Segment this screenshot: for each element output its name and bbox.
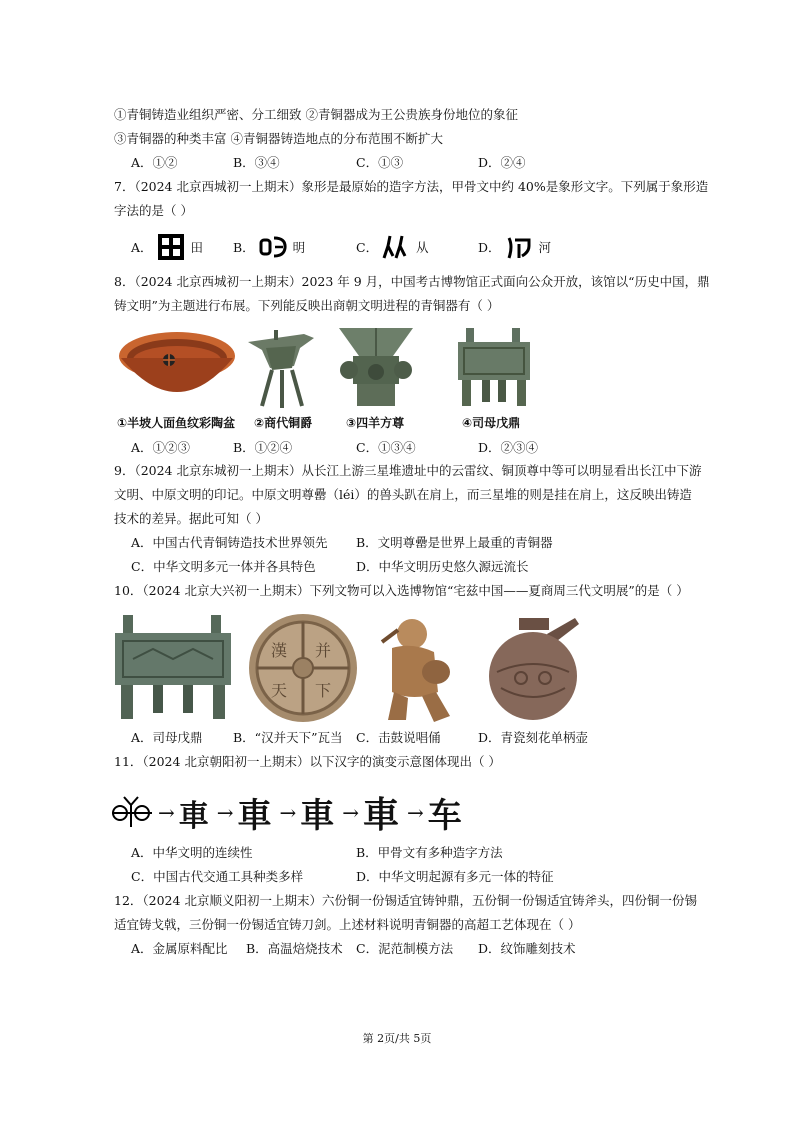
q9-option-a[interactable]: A．中国古代青铜铸造技术世界领先 [131, 535, 328, 550]
celadon-ewer-image [487, 612, 583, 724]
q9-stem-1: 9．（2024 北京东城初一上期末）从长江上游三星堆遗址中的云雷纹、铜顶尊中等可以明显看出长江中下游 [114, 463, 702, 478]
q11-option-a[interactable]: A．中华文明的连续性 [131, 845, 253, 860]
q12-stem-2: 适宜铸戈戟，三份铜一份锡适宜铸刀剑。上述材料说明青铜器的高超工艺体现在（ ） [114, 917, 581, 932]
q7-option-c-letter: C． [356, 240, 379, 255]
q8-caption-2: ②商代铜爵 [254, 416, 313, 430]
bronze-jue-image [242, 326, 320, 410]
svg-text:漢: 漢 [271, 641, 288, 660]
oracle-cong-glyph [382, 234, 412, 260]
q11-option-d[interactable]: D．中华文明起源有多元一体的特征 [356, 869, 554, 884]
arrow-icon: → [279, 800, 297, 825]
che-simplified-glyph: 车 [427, 796, 462, 836]
q12-option-d[interactable]: D．纹饰雕刻技术 [478, 941, 576, 956]
q8-stem-2: 铸文明”为主题进行布展。下列能反映出商朝文明进程的青铜器有（ ） [114, 298, 500, 313]
svg-text:天: 天 [271, 681, 288, 700]
q7-option-a-letter: A． [131, 240, 153, 255]
han-wadang-tile-image [247, 612, 359, 724]
arrow-icon: → [157, 800, 175, 825]
q7-option-b-letter: B． [233, 240, 255, 255]
q7-stem-1: 7．（2024 北京西城初一上期末）象形是最原始的造字方法，甲骨文中约 40%是象形文字。下列属于象形造 [114, 179, 709, 194]
che-seal-glyph: 車 [237, 796, 272, 836]
q8-option-d[interactable]: D．②③④ [478, 440, 539, 455]
che-clerical-glyph: 車 [300, 796, 335, 836]
q7-option-c[interactable] [356, 234, 429, 260]
q6-option-a[interactable]: A．①② [131, 155, 178, 170]
q8-stem-1: 8．（2024 北京西城初一上期末）2023 年 9 月，中国考古博物馆正式面向公众开放，该馆以“历史中国，鼎 [114, 274, 710, 289]
q9-stem-2: 文明、中原文明的印记。中原文明尊罍（léi）的兽头趴在肩上，而三星堆的则是挂在肩上，这反映出铸造 [114, 487, 692, 502]
oracle-tian-glyph [157, 234, 187, 260]
q7-stem-2: 字法的是（ ） [114, 203, 193, 218]
q9-stem-3: 技术的差异。据此可知（ ） [114, 511, 268, 526]
q10-option-d[interactable]: D．青瓷刻花单柄壶 [478, 730, 589, 745]
q12-option-b[interactable]: B．高温焙烧技术 [246, 941, 343, 956]
q7-option-a-char: 田 [190, 240, 204, 255]
q6-option-b[interactable]: B．③④ [233, 155, 280, 170]
q12-option-c[interactable]: C．泥范制模方法 [356, 941, 454, 956]
q8-caption-3: ③四羊方尊 [346, 416, 405, 430]
q6-statement-1: ①青铜铸造业组织严密、分工细致 ②青铜器成为王公贵族身份地位的象征 [114, 107, 518, 122]
q11-stem: 11．（2024 北京朝阳初一上期末）以下汉字的演变示意图体现出（ ） [114, 754, 501, 769]
simuwu-ding-image [452, 326, 536, 410]
q6-statement-2: ③青铜器的种类丰富 ④青铜器铸造地点的分布范围不断扩大 [114, 131, 443, 146]
che-evolution-diagram [110, 787, 480, 836]
q8-caption-4: ④司母戊鼎 [462, 416, 521, 430]
painted-pottery-basin-image [117, 326, 237, 410]
svg-text:并: 并 [315, 641, 332, 660]
page-footer: 第 2页/共 5页 [362, 1032, 432, 1045]
q10-option-b[interactable]: B．“汉并天下”瓦当 [233, 730, 343, 745]
q7-option-d-char: 河 [538, 240, 552, 255]
simuwu-ding-photo [113, 613, 233, 721]
oracle-ming-glyph [259, 234, 289, 260]
arrow-icon: → [216, 800, 234, 825]
q7-option-d-letter: D． [478, 240, 501, 255]
q7-option-c-char: 从 [416, 240, 429, 255]
q6-option-d[interactable]: D．②④ [478, 155, 526, 170]
drum-storyteller-figurine-image [378, 612, 464, 724]
q6-option-c[interactable]: C．①③ [356, 155, 404, 170]
q11-option-c[interactable]: C．中国古代交通工具种类多样 [131, 869, 304, 884]
q8-option-c[interactable]: C．①③④ [356, 440, 416, 455]
q7-option-a[interactable] [131, 234, 203, 260]
q7-option-b-char: 明 [292, 240, 306, 255]
oracle-che-glyph [110, 793, 154, 833]
q8-option-b[interactable]: B．①②④ [233, 440, 293, 455]
arrow-icon: → [342, 800, 359, 825]
q9-option-d[interactable]: D．中华文明历史悠久源远流长 [356, 559, 529, 574]
q11-option-b[interactable]: B．甲骨文有多种造字方法 [356, 845, 503, 860]
four-ram-square-zun-image [335, 326, 417, 410]
che-bronze-glyph: 車 [178, 798, 209, 834]
q8-caption-1: ①半坡人面鱼纹彩陶盆 [117, 416, 236, 430]
q12-stem-1: 12．（2024 北京顺义阳初一上期末）六份铜一份锡适宜铸钟鼎，五份铜一份锡适宜铸斧头，四份铜一份锡 [114, 893, 697, 908]
q10-option-a[interactable]: A．司母戊鼎 [131, 730, 203, 745]
q8-option-a[interactable]: A．①②③ [131, 440, 191, 455]
q7-option-d[interactable] [478, 234, 551, 260]
oracle-he-glyph [505, 234, 535, 260]
che-regular-glyph: 車 [362, 795, 399, 836]
q9-option-c[interactable]: C．中华文明多元一体并各具特色 [131, 559, 316, 574]
arrow-icon: → [406, 800, 424, 825]
q10-option-c[interactable]: C．击鼓说唱俑 [356, 730, 441, 745]
q9-option-b[interactable]: B．文明尊罍是世界上最重的青铜器 [356, 535, 553, 550]
q12-option-a[interactable]: A．金属原料配比 [131, 941, 228, 956]
svg-text:下: 下 [315, 681, 332, 700]
q10-stem: 10．（2024 北京大兴初一上期末）下列文物可以入选博物馆“宅兹中国——夏商周三代文明展”的是（ ） [114, 583, 689, 598]
q7-option-b[interactable] [233, 234, 305, 260]
